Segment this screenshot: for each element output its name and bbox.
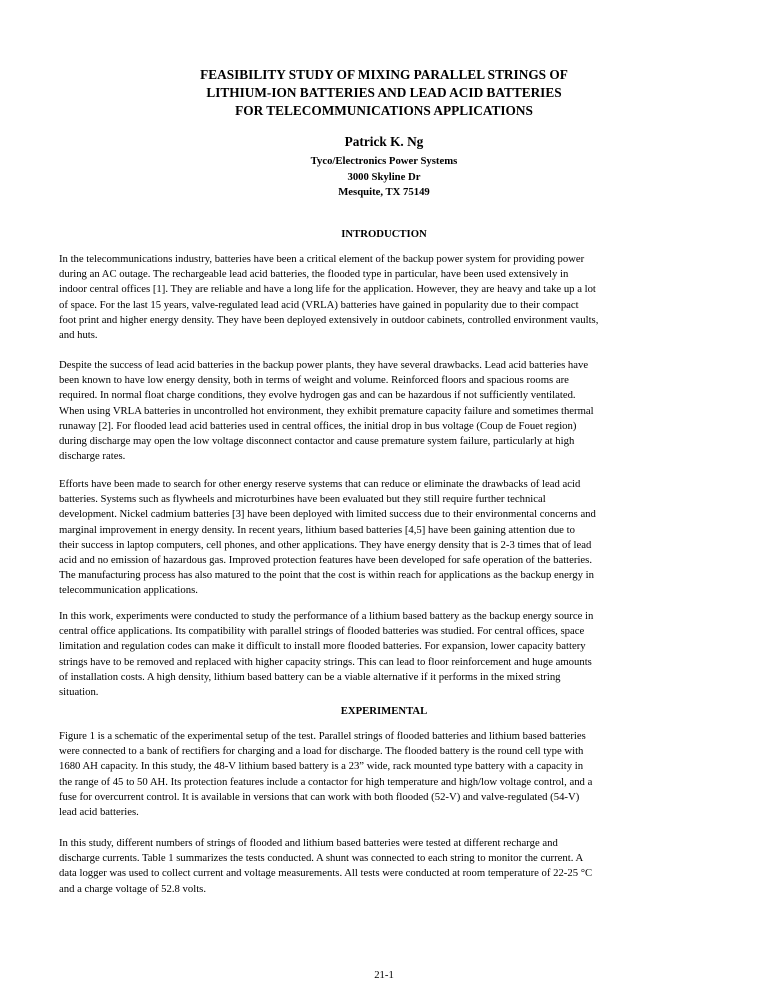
text-line: When using VRLA batteries in uncontrolled hot environment, they exhibit premature capacity failure and sometimes thermal: [59, 404, 594, 417]
text-line: Despite the success of lead acid batteries in the backup power plants, they have several drawbacks. Lead acid batteries have: [59, 359, 589, 371]
text-line: central office applications. Its compatibility with parallel strings of flooded batteries was studied. For central offices, space: [59, 625, 585, 638]
intro-paragraph-3: [59, 477, 710, 599]
author-name: Patrick K. Ng: [344, 134, 424, 149]
text-line: Efforts have been made to search for other energy reserve systems that can reduce or eliminate the drawbacks of lead acid: [59, 478, 581, 490]
text-line: the range of 45 to 50 AH. Its protection features include a contactor for high temperature and high/low voltage control, and a: [59, 775, 593, 788]
affiliation-line: Tyco/Electronics Power Systems: [310, 155, 458, 167]
text-line: of space. For the last 15 years, valve-regulated lead acid (VRLA) batteries have gained in popularity due to their compact: [59, 298, 579, 311]
title-line: LITHIUM-ION BATTERIES AND LEAD ACID BATTERIES: [206, 85, 562, 100]
intro-paragraph-1: [59, 252, 710, 343]
title-line: FOR TELECOMMUNICATIONS APPLICATIONS: [235, 103, 533, 118]
text-line: and huts.: [59, 329, 98, 342]
text-line: situation.: [59, 686, 99, 699]
text-line: acid and no emission of hazardous gas. Improved protection features have been developed for safe operation of the batteries.: [59, 554, 592, 567]
text-line: In this study, different numbers of strings of flooded and lithium based batteries were tested at different recharge and: [59, 837, 558, 849]
text-line: data logger was used to collect current and voltage measurements. All tests were conducted at room temperature of 22-25 °C: [59, 867, 593, 880]
text-line: indoor central offices [1]. They are reliable and have a long life for the application. However, they are heavy and take up a lot: [59, 283, 596, 296]
title-line: FEASIBILITY STUDY OF MIXING PARALLEL STRINGS OF: [200, 67, 568, 82]
intro-paragraph-4: [59, 609, 710, 700]
text-line: during discharge may open the low voltage disconnect contactor and cause premature system failure, particularly at high: [59, 435, 575, 448]
text-line: lead acid batteries.: [59, 806, 139, 819]
paper-title: [0, 66, 768, 120]
text-line: telecommunication applications.: [59, 584, 198, 597]
affiliation-line: Mesquite, TX 75149: [338, 186, 430, 198]
text-line: and a charge voltage of 52.8 volts.: [59, 882, 207, 895]
text-line: The manufacturing process has also matured to the point that the cost is within reach for applications as the backup energy in: [59, 569, 594, 582]
experimental-paragraph-2: [59, 836, 710, 897]
text-line: required. In normal float charge conditions, they evolve hydrogen gas and can be hazardous if not sufficiently ventilated.: [59, 389, 576, 402]
text-line: fuse for overcurrent control. It is available in versions that can work with both flooded (52-V) and valve-regulated (54-V): [59, 790, 580, 803]
experimental-paragraph-1: [59, 729, 710, 820]
text-line: In this work, experiments were conducted to study the performance of a lithium based battery as the backup energy source in: [59, 610, 594, 622]
text-line: discharge rates.: [59, 450, 126, 463]
text-line: were connected to a bank of rectifiers for charging and a load for discharge. The flooded battery is the round cell type with: [59, 745, 584, 758]
text-line: batteries. Systems such as flywheels and microturbines have been evaluated but they still require further technical: [59, 493, 546, 506]
section-heading-experimental: EXPERIMENTAL: [340, 705, 428, 717]
text-line: during an AC outage. The rechargeable lead acid batteries, the flooded type in particular, have been used extensively in: [59, 268, 569, 281]
intro-paragraph-2: [59, 358, 710, 464]
text-line: discharge currents. Table 1 summarizes the tests conducted. A shunt was connected to each string to monitor the current. A: [59, 852, 584, 865]
page-number: 21-1: [374, 969, 394, 981]
text-line: limitation and regulation codes can make it difficult to install more flooded batteries. For expansion, lower capacity battery: [59, 640, 586, 653]
section-heading-introduction: INTRODUCTION: [341, 228, 427, 240]
author-affiliation: [0, 154, 768, 201]
text-line: development. Nickel cadmium batteries [3] have been deployed with limited success due to their environmental concerns and: [59, 508, 596, 521]
text-line: their success in laptop computers, cell phones, and other applications. They have energy density that is 2-3 times that of lead: [59, 538, 592, 551]
text-line: 1680 AH capacity. In this study, the 48-V lithium based battery is a 23” wide, rack mounted type battery with a capacity in: [59, 760, 584, 773]
text-line: foot print and higher energy density. They have been deployed extensively in outdoor cabinets, controlled environment vaults,: [59, 313, 599, 326]
text-line: runaway [2]. For flooded lead acid batteries used in central offices, the initial drop in bus voltage (Coup de Fouet region): [59, 419, 577, 432]
text-line: been known to have low energy density, both in terms of weight and volume. Reinforced floors and spacious rooms are: [59, 374, 569, 387]
text-line: Figure 1 is a schematic of the experimental setup of the test. Parallel strings of flooded batteries and lithium based batteries: [59, 730, 586, 742]
affiliation-line: 3000 Skyline Dr: [347, 170, 421, 183]
text-line: marginal improvement in energy density. In recent years, lithium based batteries [4,5] have been gaining attention due to: [59, 523, 575, 536]
text-line: In the telecommunications industry, batteries have been a critical element of the backup power system for providing power: [59, 253, 585, 265]
text-line: of installation costs. A high density, lithium based battery can be a viable alternative if it performs in the mixed string: [59, 670, 561, 683]
text-line: strings have to be removed and replaced with higher capacity strings. This can lead to floor reinforcement and huge amounts: [59, 655, 592, 668]
